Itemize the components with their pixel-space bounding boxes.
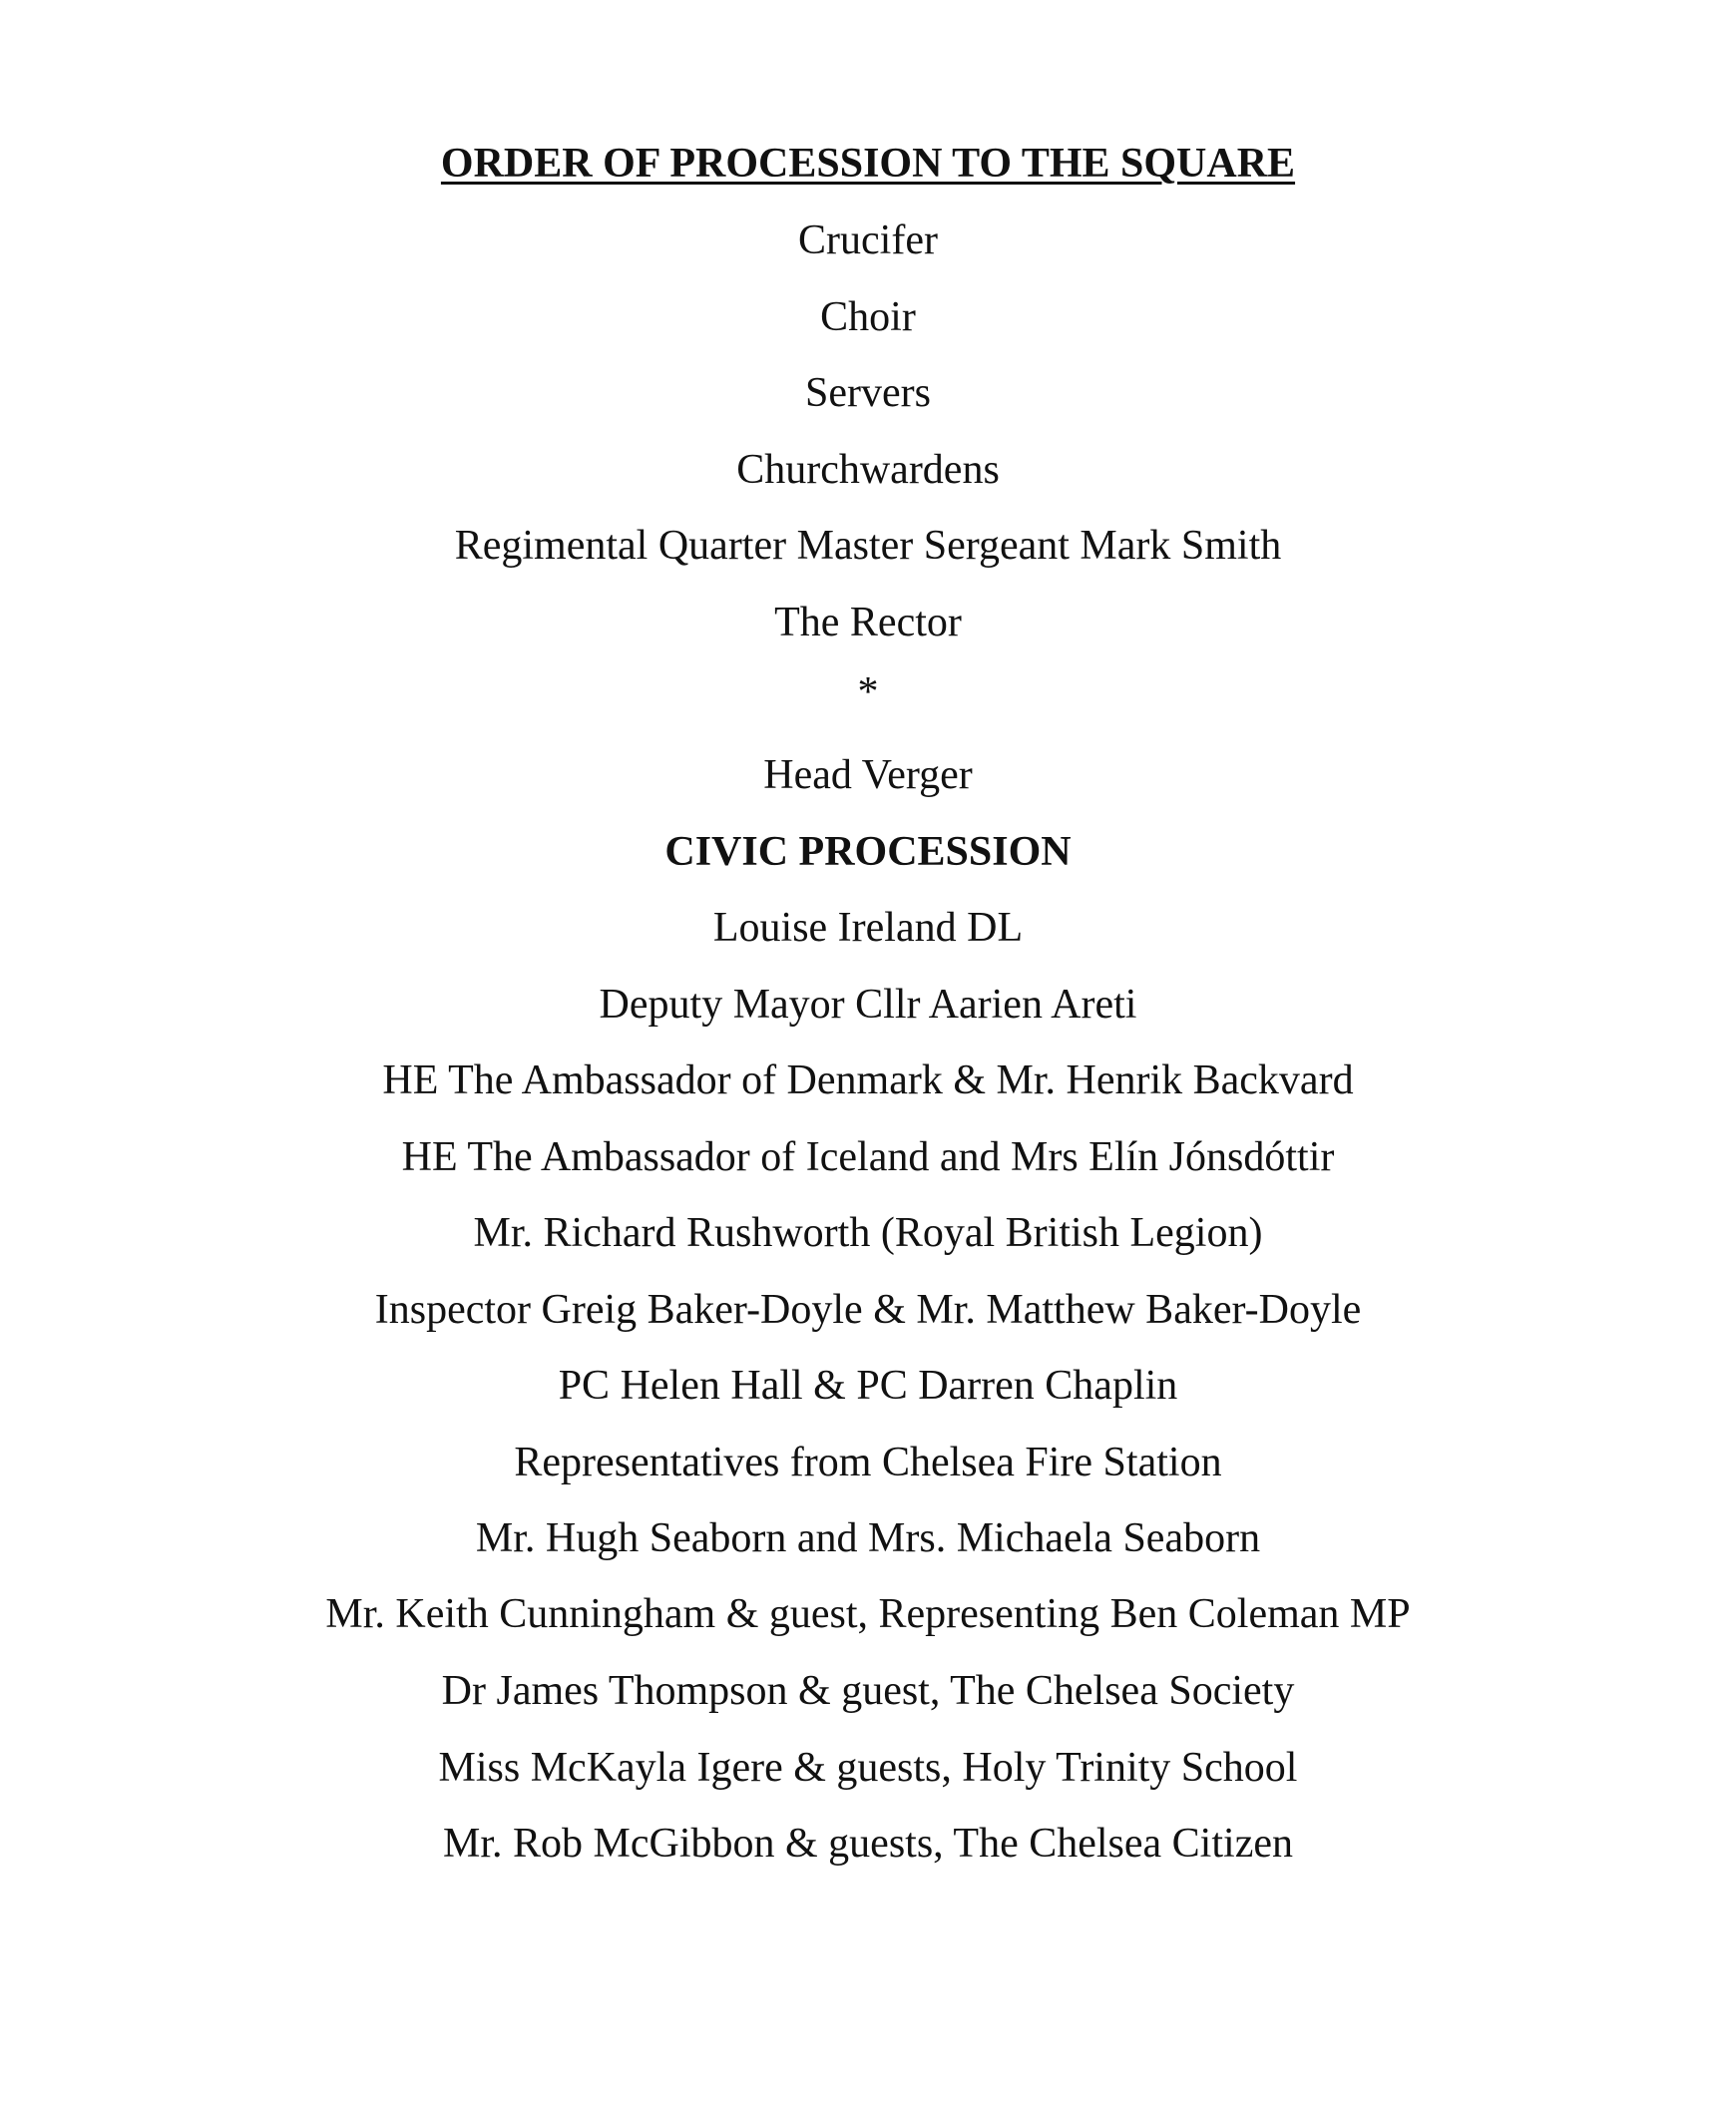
civic-item: Inspector Greig Baker-Doyle & Mr. Matthew Baker-Doyle <box>374 1287 1362 1333</box>
procession-separator-asterisk: * <box>857 669 879 715</box>
page-title: ORDER OF PROCESSION TO THE SQUARE <box>440 141 1296 187</box>
civic-item: Mr. Rob McGibbon & guests, The Chelsea Citizen <box>443 1821 1293 1867</box>
civic-procession-heading: CIVIC PROCESSION <box>664 829 1072 875</box>
civic-item: Louise Ireland DL <box>712 905 1024 951</box>
procession-item-head-verger: Head Verger <box>763 752 973 798</box>
civic-item: Representatives from Chelsea Fire Station <box>514 1440 1222 1485</box>
procession-item-crucifer: Crucifer <box>798 217 938 263</box>
civic-item: Dr James Thompson & guest, The Chelsea Society <box>441 1668 1295 1714</box>
civic-item: PC Helen Hall & PC Darren Chaplin <box>558 1363 1178 1409</box>
procession-item-rqms: Regimental Quarter Master Sergeant Mark Smith <box>454 523 1282 569</box>
procession-item-servers: Servers <box>805 370 931 416</box>
civic-item: Miss McKayla Igere & guests, Holy Trinity School <box>438 1745 1298 1791</box>
procession-item-choir: Choir <box>820 294 916 340</box>
civic-item: HE The Ambassador of Iceland and Mrs Elín Jónsdóttir <box>401 1134 1335 1180</box>
civic-item: Mr. Keith Cunningham & guest, Representing Ben Coleman MP <box>325 1591 1411 1637</box>
civic-item: Mr. Richard Rushworth (Royal British Legion) <box>473 1210 1263 1256</box>
procession-item-rector: The Rector <box>774 600 962 645</box>
civic-item: Mr. Hugh Seaborn and Mrs. Michaela Seaborn <box>475 1515 1261 1561</box>
procession-item-churchwardens: Churchwardens <box>736 447 1000 493</box>
civic-item: HE The Ambassador of Denmark & Mr. Henrik Backvard <box>382 1057 1354 1103</box>
civic-item: Deputy Mayor Cllr Aarien Areti <box>599 982 1137 1028</box>
